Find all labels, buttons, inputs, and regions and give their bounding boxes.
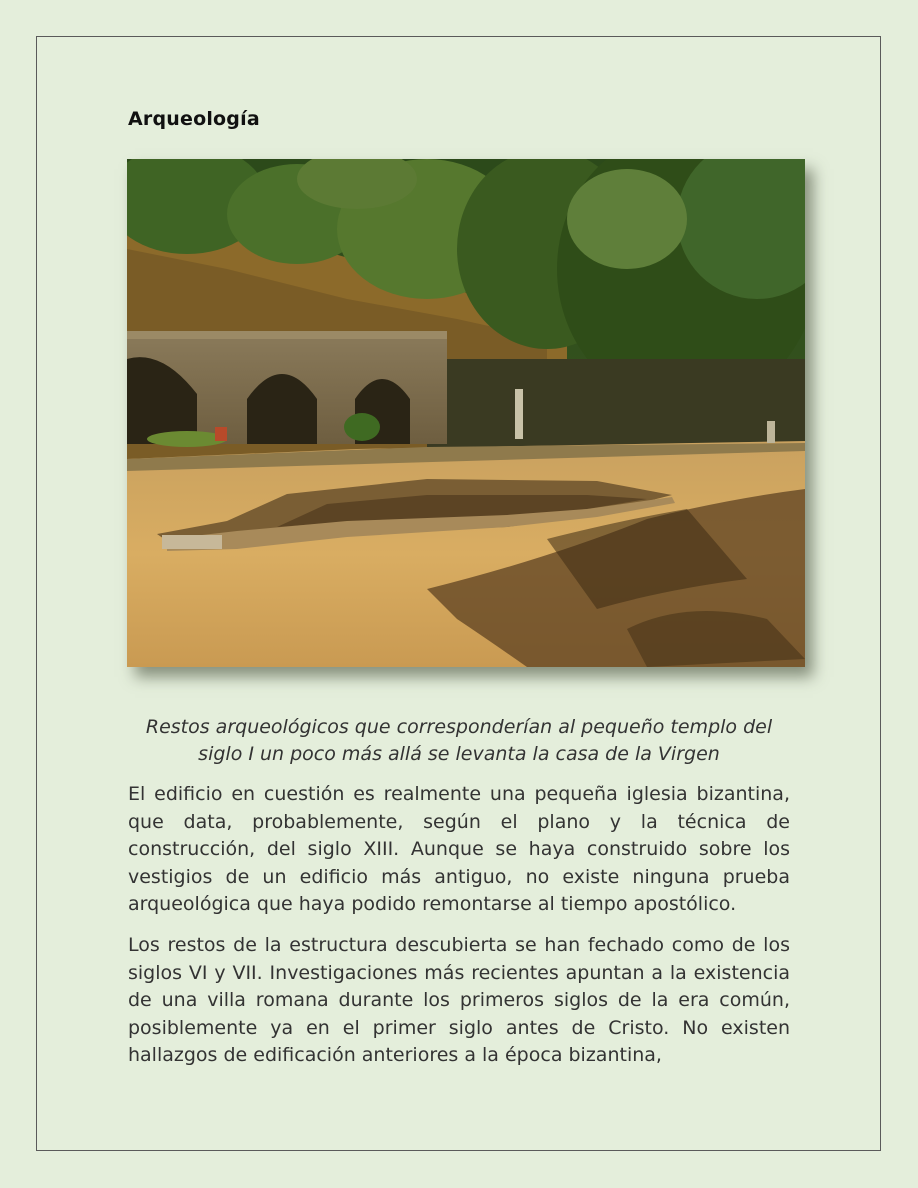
photo-caption: Restos arqueológicos que corresponderían al pequeño templo del siglo I un poco más allá se levanta la casa de la Virgen <box>145 716 773 765</box>
paragraph-1: El edificio en cuestión es realmente una pequeña iglesia bizantina, que data, probablemente, según el plano y la técnica de construcción, del siglo XIII. Aunque se haya construido sobre los vestigios de un edificio más antiguo, no existe ninguna prueba arqueológica que haya podido remontarse al tiempo apostólico. <box>128 783 790 915</box>
paragraph-2: Los restos de la estructura descubierta se han fechado como de los siglos VI y VII. Investigaciones más recientes apuntan a la existencia de una villa romana durante los primeros siglos de la era común, posiblemente ya en el primer siglo antes de Cristo. No existen hallazgos de edificación anteriores a la época bizantina, <box>128 934 790 1066</box>
archaeology-photo <box>127 159 805 667</box>
section-heading: Arqueología <box>128 108 260 130</box>
